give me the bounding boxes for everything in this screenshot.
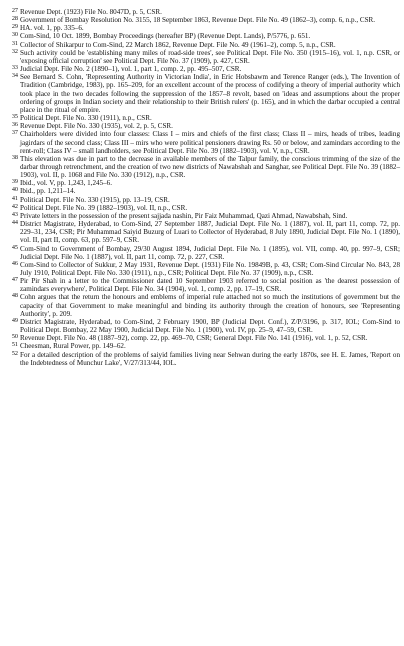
footnote-number: 37	[11, 129, 18, 137]
footnote-text: Ibid., vol. V, pp. 1,243, 1,245–6.	[20, 179, 112, 188]
footnote	[6, 73, 400, 114]
footnote-text: Political Dept. File No. 330 (1915), pp. 13–19, CSR.	[20, 195, 170, 204]
footnote-text: See Bernard S. Cohn, 'Representing Authority in Victorian India', in Eric Hobsbawm and Terence Ranger (eds.), The Invention of Tradition (Cambridge, 1983), pp. 165–209, for an excellent account of the process of codifying a theory of imperial authority which took place in the two decades following the suppression of the 1857–8 revolt, based on 'ideas and assumptions about the proper ordering of groups in Indian society and their relationship to their British rulers' (p. 165), and in which the darbar occupied a central place in the ritual of empire.	[20, 73, 400, 114]
footnote-text: District Magistrate, Hyderabad, to Com-Sind, 27 September 1887, Judicial Dept. File No. 1 (1887), vol. II, part 11, comp. 72, pp. 229–31, 234, CSR; Pir Muhammad Saiyid Buzurg of Luari to Collector of Hyderabad, 8 July 1890, Judicial Dept. File No. 1 (1890), vol. II, part II, comp. 63, pp. 597–9, CSR.	[20, 220, 400, 245]
footnote-text: Political Dept. File No. 39 (1882–1903), vol. II, n.p., CSR.	[20, 203, 188, 212]
footnote	[6, 155, 400, 179]
footnote-number: 38	[11, 153, 18, 161]
footnote-number: 34	[11, 72, 18, 80]
footnote	[6, 32, 400, 40]
footnote-number: 47	[11, 276, 18, 284]
footnote-number: 33	[11, 64, 18, 72]
footnote-number: 29	[11, 23, 18, 31]
footnote-number: 43	[11, 210, 18, 218]
footnote-text: Revenue Dept. (1923) File No. 8047D, p. 5, CSR.	[20, 8, 162, 16]
footnote-text: Com-Sind to Government of Bombay, 29/30 August 1894, Judicial Dept. File No. 1 (1895), vol. VII, comp. 40, pp. 997–9, CSR; Judicial Dept. File No. 1 (1887), vol. II, part 11, comp. 72, p. 227, CSR.	[20, 244, 400, 261]
footnote	[6, 245, 400, 261]
footnote-number: 46	[11, 259, 18, 267]
footnote-number: 32	[11, 47, 18, 55]
footnote	[6, 351, 400, 367]
footnote-text: Collector of Shikarpur to Com-Sind, 22 March 1862, Revenue Dept. File No. 49 (1961–2), comp. 5, n.p., CSR.	[20, 40, 336, 49]
footnote	[6, 187, 400, 195]
footnote-text: This elevation was due in part to the decrease in available members of the Talpur family, the conscious trimming of the size of the darbar through retrenchment, and the creation of two new districts of Nawabshah and Sanghar, see Political Dept. File No. 39 (1882–1903), vol. II, p. 1068 and File No. 330 (1912), n.p., CSR.	[20, 154, 400, 180]
footnote	[6, 49, 400, 65]
footnote-text: Revenue Dept. File No. 330 (1935), vol. 2, p. 5, CSR.	[20, 122, 173, 131]
footnote	[6, 196, 400, 204]
footnote-number: 31	[11, 39, 18, 47]
footnote-text: Political Dept. File No. 330 (1911), n.p., CSR.	[20, 114, 152, 123]
footnote-number: 42	[11, 202, 18, 210]
footnote	[6, 41, 400, 49]
footnote	[6, 24, 400, 32]
footnote-text: Private letters in the possession of the present sajjada nashin, Pir Faiz Muhammad, Qazi Ahmad, Nawabshah, Sind.	[20, 211, 348, 220]
footnote-number: 35	[11, 113, 18, 121]
footnote	[6, 277, 400, 293]
footnote-number: 28	[11, 15, 18, 23]
footnote-text: Com-Sind, 10 Oct. 1899, Bombay Proceedings (hereafter BP) (Revenue Dept. Lands), P/5776, p. 651.	[20, 32, 311, 41]
footnote-number: 50	[11, 333, 18, 341]
footnote-number: 52	[11, 349, 18, 357]
footnote-text: Cohn argues that the return the honours and emblems of imperial rule attached not so much the institutions of government but the capacity of that Government to make meaningful and binding its authority through the creation of honours, see 'Representing Authority', p. 209.	[20, 293, 400, 318]
footnote-text: Judicial Dept. File No. 2 (1890–1), vol. 1, part 1, comp. 2, pp. 495–507, CSR.	[20, 65, 242, 74]
footnote	[6, 334, 400, 342]
footnote-number: 30	[11, 31, 18, 39]
footnote	[6, 220, 400, 244]
footnote	[6, 212, 400, 220]
footnote-number: 45	[11, 243, 18, 251]
footnote-text: Pir Pir Shah in a letter to the Commissioner dated 10 September 1903 referred to social position as 'the dearest possession of zamindars everywhere', Political Dept. File No. 34 (1904), vol. 1, comp. 2, pp. 17–19, CSR.	[20, 277, 400, 294]
footnote	[6, 318, 400, 334]
footnote-number: 39	[11, 178, 18, 186]
footnote	[6, 114, 400, 122]
footnote-number: 51	[11, 341, 18, 349]
footnote	[6, 342, 400, 350]
footnote-text: Such activity could be 'establishing many miles of road-side trees', see Political Dept. File No. 350 (1915–16), vol. 1, n.p. CSR, or 'exposing official corruption' see Political Dept. File No. 37 (1909), p. 427, CSR.	[20, 48, 400, 65]
footnote	[6, 16, 400, 24]
footnote-number: 48	[11, 292, 18, 300]
footnote-text: Ibid., pp. 1,211–14.	[20, 187, 76, 196]
footnote	[6, 65, 400, 73]
footnote-text: HA. vol. 1, pp. 335–6.	[20, 24, 84, 33]
footnote-text: Com-Sind to Collector of Sukkur, 2 May 1931, Revenue Dept. (1931) File No. 19849B, p. 43, CSR; Com-Sind Circular No. 843, 28 July 1910, Political Dept. File No. 330 (1911), n.p., CSR; Political Dept. File No. 37 (1909), n.p., CSR.	[20, 260, 400, 277]
footnote	[6, 130, 400, 154]
footnote-text: Chairholders were divided into four classes: Class I – mirs and chiefs of the first class; Class II – mirs, heads of tribes, leading jagirdars of the second class; Class III – mirs who were political pensioners drawing Rs. 50 or below, and zamindars according to the rent-roll; Class IV – small landholders, see Political Dept. File No. 39 (1882–1903), vol. V, n.p., CSR.	[20, 130, 400, 155]
footnote-number: 44	[11, 219, 18, 227]
footnote-text: Cheesman, Rural Power, pp. 149–62.	[20, 342, 126, 351]
footnote-text: Government of Bombay Resolution No. 3155, 18 September 1863, Revenue Dept. File No. 49 (1862–3), comp. 6, n.p., CSR.	[20, 16, 376, 25]
footnote-text: District Magistrate, Hyderabad, to Com-Sind, 2 February 1900, BP (Judicial Dept. Conf.), Z/P/3196, p. 317, IOL; Com-Sind to Political Dept. Bombay, 22 May 1900, Judicial Dept. File No. 1 (1900), vol. IV, pp. 25–9, 47–59, CSR.	[20, 317, 400, 335]
footnote	[6, 261, 400, 277]
footnote-number: 41	[11, 194, 18, 202]
footnote-text: For a detailed description of the problems of saiyid families living near Sehwan during the early 1870s, see H. E. James, 'Report on the Indebtedness of Munchur Lake', V/27/313/44, IOL.	[20, 350, 400, 367]
footnote	[6, 179, 400, 187]
footnote-number: 40	[11, 186, 18, 194]
footnote-text: Revenue Dept. File No. 48 (1887–92), comp. 22, pp. 469–70, CSR; General Dept. File No. 141 (1916), vol. 1, p. 52, CSR.	[20, 334, 368, 343]
footnote	[6, 204, 400, 212]
footnote-number: 27	[11, 7, 18, 14]
footnote-number: 49	[11, 316, 18, 324]
footnote	[6, 8, 400, 16]
footnote	[6, 293, 400, 317]
footnote	[6, 122, 400, 130]
footnote-number: 36	[11, 121, 18, 129]
